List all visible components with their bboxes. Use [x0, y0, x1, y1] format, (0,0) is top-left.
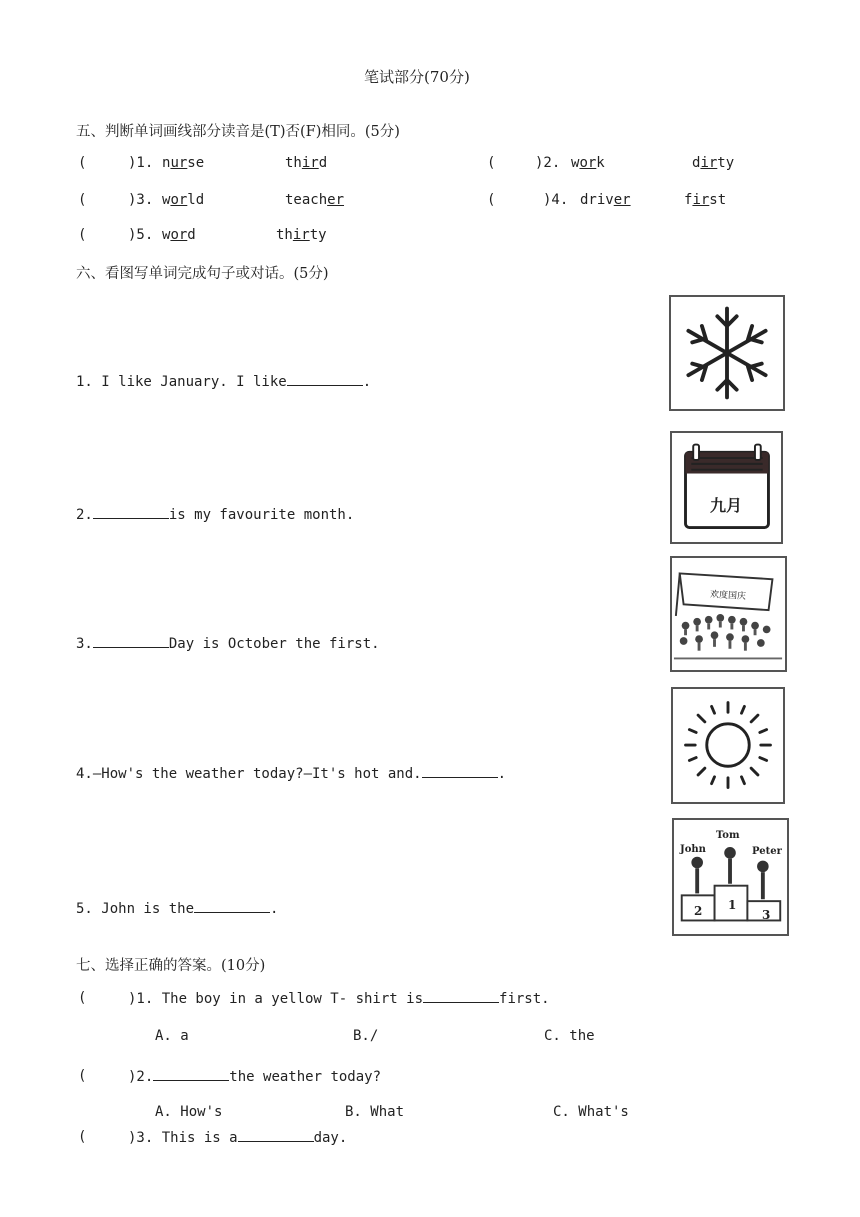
sun-icon [673, 689, 783, 802]
podium-place-3: 3 [762, 908, 771, 922]
item-4-word-2: first [684, 192, 727, 208]
answer-blank[interactable] [93, 506, 169, 519]
answer-blank[interactable] [422, 765, 498, 778]
item-4-number: )4. [543, 192, 569, 208]
question-7-1: )1. The boy in a yellow T- shirt is first. [128, 991, 550, 1007]
question-7-1-paren: ( [78, 990, 87, 1006]
section-7-heading: 七、选择正确的答案。(10分) [76, 958, 266, 974]
item-2-word-1: work [571, 155, 605, 171]
option-b[interactable]: B./ [353, 1028, 379, 1044]
item-5-number: )5. [128, 227, 154, 243]
podium-name-john: John [680, 844, 706, 855]
item-1-word-1: nurse [162, 155, 205, 171]
celebration-icon [672, 558, 785, 670]
sun-picture [671, 687, 785, 804]
item-2-paren: ( [487, 155, 496, 171]
option-b[interactable]: B. What [345, 1104, 405, 1120]
item-1-number: )1. [128, 155, 154, 171]
option-c[interactable]: C. the [544, 1028, 595, 1044]
item-4-word-1: driver [580, 192, 631, 208]
item-4-paren: ( [487, 192, 496, 208]
item-5-paren: ( [78, 227, 87, 243]
calendar-label: 九月 [710, 496, 743, 515]
question-6-3: 3. Day is October the first. [76, 636, 380, 652]
item-5-word-2: thirty [276, 227, 327, 243]
item-2-word-2: dirty [692, 155, 735, 171]
item-3-word-2: teacher [285, 192, 345, 208]
answer-blank[interactable] [153, 1068, 229, 1081]
section-6-heading: 六、看图写单词完成句子或对话。(5分) [76, 266, 329, 282]
option-a[interactable]: A. How's [155, 1104, 223, 1120]
question-6-2: 2. is my favourite month. [76, 507, 355, 523]
question-7-3-paren: ( [78, 1129, 87, 1145]
option-a[interactable]: A. a [155, 1028, 189, 1044]
item-3-paren: ( [78, 192, 87, 208]
answer-blank[interactable] [93, 635, 169, 648]
answer-blank[interactable] [287, 373, 363, 386]
question-7-3: )3. This is a day. [128, 1130, 348, 1146]
option-c[interactable]: C. What's [553, 1104, 629, 1120]
podium-picture [672, 818, 789, 936]
item-3-word-1: world [162, 192, 205, 208]
item-3-number: )3. [128, 192, 154, 208]
page-title: 笔试部分(70分) [364, 68, 470, 86]
calendar-icon [672, 433, 781, 542]
national-day-picture [670, 556, 787, 672]
question-6-5: 5. John is the . [76, 901, 279, 917]
answer-blank[interactable] [238, 1129, 314, 1142]
question-6-1: 1. I like January. I like . [76, 374, 372, 390]
item-5-word-1: word [162, 227, 196, 243]
answer-blank[interactable] [194, 900, 270, 913]
section-5-heading: 五、判断单词画线部分读音是(T)否(F)相同。(5分) [76, 124, 400, 140]
item-1-paren: ( [78, 155, 87, 171]
item-2-number: )2. [535, 155, 561, 171]
snowflake-picture [669, 295, 785, 411]
answer-blank[interactable] [423, 990, 499, 1003]
calendar-picture [670, 431, 783, 544]
podium-name-peter: Peter [752, 846, 782, 857]
question-6-4: 4.—How's the weather today?—It's hot and. . [76, 766, 507, 782]
snowflake-icon [671, 297, 783, 409]
podium-name-tom: Tom [716, 830, 740, 841]
question-7-2: )2. the weather today? [128, 1069, 382, 1085]
podium-place-2: 2 [694, 904, 703, 918]
question-7-2-paren: ( [78, 1068, 87, 1084]
podium-place-1: 1 [728, 898, 737, 912]
item-1-word-2: third [285, 155, 328, 171]
banner-label: 欢度国庆 [709, 590, 747, 602]
